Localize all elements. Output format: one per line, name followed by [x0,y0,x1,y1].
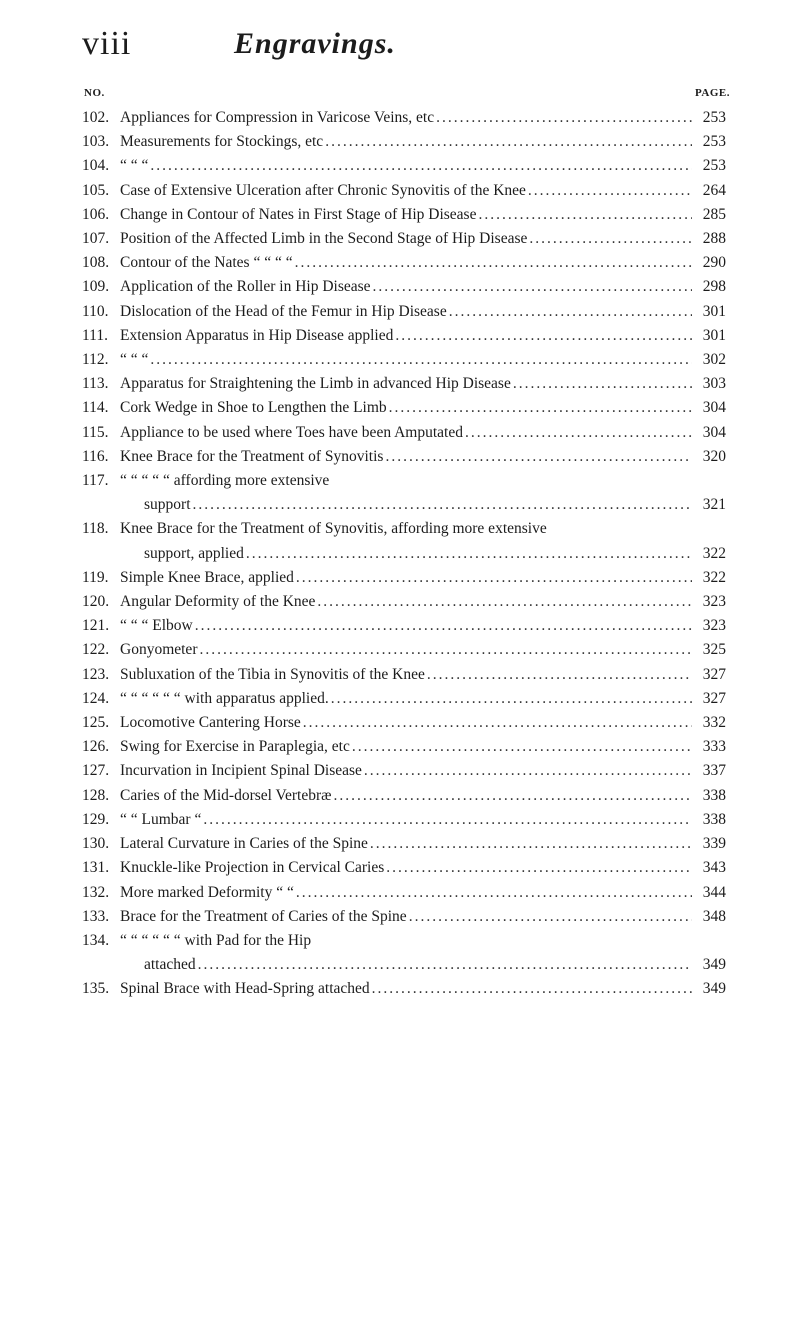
list-item [82,784,726,808]
entry-number: 113. [82,375,109,393]
entry-caption: Incurvation in Incipient Spinal Disease [120,762,362,780]
entry-caption: Measurements for Stockings, etc [120,133,324,151]
list-item [82,566,726,590]
entry-caption-first-line: Knee Brace for the Treatment of Synovitis, affording more extensive [120,520,547,538]
entry-number: 102. [82,109,110,126]
entry-page-number: 333 [702,738,726,756]
dot-leader [193,493,693,517]
dot-leader [449,300,692,324]
running-title: Engravings. [234,27,396,60]
list-item [82,179,726,203]
dot-leader [409,905,692,929]
entry-page-number: 323 [702,593,726,611]
list-item [82,227,726,251]
list-item [82,687,726,711]
entry-page-number: 338 [702,810,726,828]
entry-page-number: 253 [702,133,726,151]
entry-number: 121. [82,617,110,635]
entry-number: 135. [82,980,110,998]
entry-caption: More marked Deformity “ “ [120,883,294,901]
entry-page-number: 344 [702,883,726,901]
list-item [82,469,726,517]
list-item [82,421,726,445]
entry-number: 124. [82,689,110,707]
entry-page-number: 320 [702,447,726,465]
entry-caption: Knuckle-like Projection in Cervical Caries [120,859,385,877]
dot-leader [395,324,692,348]
column-heading-no: NO. [84,87,105,99]
entry-page-number: 349 [702,956,726,974]
entry-caption: Appliance to be used where Toes have been Amputated [120,423,463,441]
dot-leader [478,203,692,227]
entry-page-number: 337 [702,762,726,780]
entry-caption: Subluxation of the Tibia in Synovitis of the Knee [120,665,425,683]
entry-page-number: 264 [702,181,726,199]
list-item [82,445,726,469]
dot-leader [203,808,692,832]
entry-page-number: 321 [702,496,726,514]
entry-number: 110. [82,302,109,320]
entry-page-number: 343 [702,859,726,877]
dot-leader [427,663,692,687]
entry-page-number: 298 [702,278,726,296]
entry-caption: Simple Knee Brace, applied [120,568,294,586]
entry-number: 118. [82,520,109,538]
entry-page-number: 325 [702,641,726,659]
list-item [82,275,726,299]
entry-number: 105. [82,181,110,199]
list-item [82,251,726,275]
entry-page-number: 301 [702,326,726,344]
dot-leader [331,687,692,711]
page-number: viii [82,25,132,62]
entry-number: 122. [82,641,110,659]
dot-leader [389,396,692,420]
list-item [82,832,726,856]
entry-number: 134. [82,931,110,949]
dot-leader [150,154,692,178]
entry-caption: “ “ “ [120,157,149,175]
entry-page-number: 253 [702,109,726,126]
entry-number: 125. [82,714,110,732]
entry-page-number: 302 [702,351,726,369]
entry-caption: Application of the Roller in Hip Disease [120,278,371,296]
entry-caption: Caries of the Mid-dorsel Vertebræ [120,786,332,804]
dot-leader [317,590,692,614]
dot-leader [352,735,692,759]
dot-leader [364,759,692,783]
list-item [82,203,726,227]
dot-leader [373,275,692,299]
entry-number: 109. [82,278,110,296]
entry-page-number: 303 [702,375,726,393]
entry-caption: Swing for Exercise in Paraplegia, etc [120,738,350,756]
list-item [82,638,726,662]
entry-caption: Brace for the Treatment of Caries of the Spine [120,907,407,925]
entry-page-number: 288 [702,230,726,248]
dot-leader [198,953,692,977]
entry-number: 119. [82,568,109,586]
dot-leader [295,251,692,275]
entry-page-number: 304 [702,399,726,417]
entry-page-number: 285 [702,205,726,223]
entry-page-number: 304 [702,423,726,441]
entry-page-number: 349 [702,980,726,998]
entry-number: 116. [82,447,109,465]
dot-leader [303,711,692,735]
list-item [82,154,726,178]
entry-number: 114. [82,399,109,417]
entry-caption: Gonyometer [120,641,198,659]
dot-leader [385,445,692,469]
entry-number: 129. [82,810,110,828]
entry-page-number: 348 [702,907,726,925]
entry-page-number: 338 [702,786,726,804]
entry-page-number: 253 [702,157,726,175]
dot-leader [325,130,692,154]
entry-number: 115. [82,423,109,441]
entry-caption: Knee Brace for the Treatment of Synovitis [120,447,384,465]
dot-leader [436,106,692,130]
list-item [82,905,726,929]
entry-caption: Change in Contour of Nates in First Stage of Hip Disease [120,205,477,223]
entry-caption: Dislocation of the Head of the Femur in Hip Disease [120,302,447,320]
entry-caption: “ “ Lumbar “ [120,810,202,828]
entry-number: 130. [82,835,110,853]
entry-caption: Case of Extensive Ulceration after Chronic Synovitis of the Knee [120,181,526,199]
dot-leader [465,421,692,445]
dot-leader [195,614,692,638]
list-item [82,808,726,832]
column-headings [82,87,730,101]
list-item [82,614,726,638]
entry-number: 112. [82,351,109,369]
entry-caption: “ “ “ Elbow [120,617,193,635]
entry-caption: attached [144,956,196,974]
list-item [82,590,726,614]
entry-number: 128. [82,786,110,804]
list-item [82,759,726,783]
list-item [82,735,726,759]
entry-number: 111. [82,326,108,344]
entry-caption: Position of the Affected Limb in the Second Stage of Hip Disease [120,230,528,248]
list-item [82,711,726,735]
dot-leader [370,832,692,856]
entry-page-number: 332 [702,714,726,732]
list-item [82,663,726,687]
entry-caption: Locomotive Cantering Horse [120,714,301,732]
entry-caption: support [144,496,191,514]
list-item [82,856,726,880]
list-item [82,348,726,372]
dot-leader [529,227,692,251]
entry-number: 108. [82,254,110,272]
entry-page-number: 301 [702,302,726,320]
list-item [82,929,726,977]
column-heading-page: PAGE. [695,87,730,99]
list-item [82,130,726,154]
entry-number: 131. [82,859,110,877]
entry-number: 132. [82,883,110,901]
entry-page-number: 322 [702,544,726,562]
entry-caption: support, applied [144,544,244,562]
entry-caption: Spinal Brace with Head-Spring attached [120,980,370,998]
entry-number: 120. [82,593,110,611]
entry-number: 117. [82,472,109,490]
dot-leader [513,372,692,396]
entry-caption: Contour of the Nates “ “ “ “ [120,254,293,272]
entry-page-number: 323 [702,617,726,635]
entry-caption: “ “ “ [120,351,149,369]
list-item [82,372,726,396]
entry-number: 133. [82,907,110,925]
engravings-list [82,106,726,1002]
running-head [82,22,722,66]
list-item [82,324,726,348]
entry-caption-first-line: “ “ “ “ “ affording more extensive [120,472,330,490]
list-item [82,517,726,565]
entry-caption: Cork Wedge in Shoe to Lengthen the Limb [120,399,387,417]
entry-caption: Lateral Curvature in Caries of the Spine [120,835,368,853]
entry-page-number: 339 [702,835,726,853]
entry-page-number: 322 [702,568,726,586]
entry-number: 123. [82,665,110,683]
list-item [82,300,726,324]
entry-number: 106. [82,205,110,223]
list-item [82,977,726,1001]
list-item [82,396,726,420]
entry-number: 103. [82,133,110,151]
entry-page-number: 290 [702,254,726,272]
entry-page-number: 327 [702,689,726,707]
list-item [82,106,726,130]
entry-caption: Extension Apparatus in Hip Disease applied [120,326,394,344]
entry-caption: Angular Deformity of the Knee [120,593,316,611]
dot-leader [386,856,692,880]
entry-number: 126. [82,738,110,756]
entry-caption: Appliances for Compression in Varicose Veins, etc [120,109,435,126]
dot-leader [150,348,692,372]
entry-number: 127. [82,762,110,780]
dot-leader [528,179,692,203]
entry-caption-first-line: “ “ “ “ “ “ with Pad for the Hip [120,931,312,949]
entry-number: 107. [82,230,110,248]
dot-leader [372,977,692,1001]
dot-leader [246,542,692,566]
entry-caption: Apparatus for Straightening the Limb in advanced Hip Disease [120,375,511,393]
dot-leader [296,881,692,905]
dot-leader [199,638,692,662]
entry-page-number: 327 [702,665,726,683]
list-item [82,881,726,905]
entry-caption: “ “ “ “ “ “ with apparatus applied. [120,689,329,707]
dot-leader [334,784,693,808]
dot-leader [296,566,692,590]
entry-number: 104. [82,157,110,175]
